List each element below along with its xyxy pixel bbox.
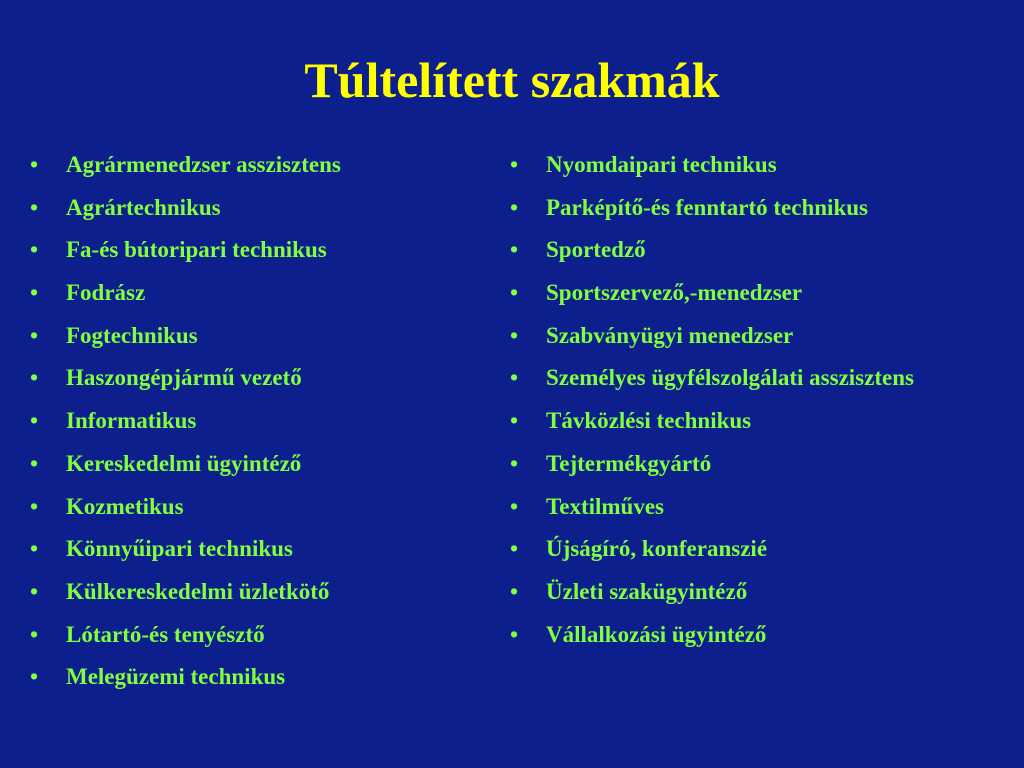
list-item-label: Kereskedelmi ügyintéző — [66, 450, 302, 476]
bullet-icon: • — [30, 621, 39, 647]
bullet-icon: • — [510, 408, 519, 434]
list-item — [30, 660, 470, 694]
list-item-label: Könnyűipari technikus — [66, 536, 293, 562]
slide-title: Túltelített szakmák — [304, 52, 720, 108]
list-item — [510, 276, 980, 310]
list-item-label: Parképítő-és fenntartó technikus — [546, 194, 868, 220]
bullet-icon: • — [510, 194, 519, 220]
list-item-label: Agrármenedzser asszisztens — [66, 152, 341, 177]
list-item — [30, 191, 470, 225]
list-item-label: Nyomdaipari technikus — [546, 152, 777, 177]
list-item-label: Melegüzemi technikus — [66, 664, 286, 690]
list-item-label: Agrártechnikus — [66, 194, 221, 220]
bullet-icon: • — [30, 408, 39, 434]
list-item — [510, 319, 980, 353]
bullet-icon: • — [30, 237, 39, 263]
bullet-icon: • — [30, 365, 39, 391]
list-item-label: Szabványügyi menedzser — [546, 322, 794, 348]
bullet-icon: • — [510, 493, 519, 519]
list-item — [510, 618, 980, 652]
bullet-icon: • — [30, 493, 39, 519]
list-item-label: Személyes ügyfélszolgálati asszisztens — [546, 365, 914, 391]
list-item — [30, 490, 470, 524]
bullet-icon: • — [510, 536, 519, 562]
bullet-icon: • — [510, 621, 519, 647]
bullet-icon: • — [510, 450, 519, 476]
list-item — [510, 191, 980, 225]
list-item-label: Informatikus — [66, 408, 197, 434]
bullet-icon: • — [30, 664, 39, 690]
list-item — [30, 575, 470, 609]
bullet-icon: • — [510, 280, 519, 306]
list-item — [30, 361, 470, 395]
right-list — [510, 148, 980, 660]
list-item — [30, 447, 470, 481]
list-item — [510, 490, 980, 524]
list-item-label: Fa-és bútoripari technikus — [66, 237, 327, 263]
list-item — [510, 532, 980, 566]
list-item-label: Külkereskedelmi üzletkötő — [66, 578, 330, 604]
bullet-icon: • — [30, 450, 39, 476]
list-item-label: Újságíró, konferanszié — [546, 536, 768, 562]
bullet-icon: • — [30, 152, 39, 177]
list-item — [510, 361, 980, 395]
list-item-label: Sportedző — [546, 237, 646, 263]
list-item-label: Kozmetikus — [66, 493, 184, 519]
list-item-label: Tejtermékgyártó — [546, 450, 712, 476]
list-item-label: Üzleti szakügyintéző — [546, 578, 748, 604]
list-item-label: Lótartó-és tenyésztő — [66, 621, 265, 647]
list-item-label: Távközlési technikus — [546, 408, 752, 434]
list-item — [510, 233, 980, 267]
list-item — [30, 618, 470, 652]
bullet-icon: • — [30, 280, 39, 306]
bullet-icon: • — [510, 365, 519, 391]
list-item — [510, 148, 980, 182]
bullet-icon: • — [30, 578, 39, 604]
list-item — [510, 575, 980, 609]
list-item-label: Fodrász — [66, 280, 146, 306]
bullet-icon: • — [510, 322, 519, 348]
list-item-label: Fogtechnikus — [66, 322, 198, 348]
list-item-label: Sportszervező,-menedzser — [546, 280, 803, 306]
list-item — [510, 404, 980, 438]
list-item-label: Vállalkozási ügyintéző — [546, 621, 767, 647]
list-item — [30, 276, 470, 310]
bullet-icon: • — [510, 237, 519, 263]
list-item-label: Textilműves — [546, 493, 664, 519]
bullet-icon: • — [510, 152, 519, 177]
bullet-icon: • — [510, 578, 519, 604]
list-item — [510, 447, 980, 481]
list-item — [30, 233, 470, 267]
list-item — [30, 404, 470, 438]
left-list — [30, 148, 470, 703]
list-item — [30, 532, 470, 566]
list-item-label: Haszongépjármű vezető — [66, 365, 302, 391]
bullet-icon: • — [30, 194, 39, 220]
bullet-icon: • — [30, 322, 39, 348]
bullet-icon: • — [30, 536, 39, 562]
list-item — [30, 148, 470, 182]
list-item — [30, 319, 470, 353]
